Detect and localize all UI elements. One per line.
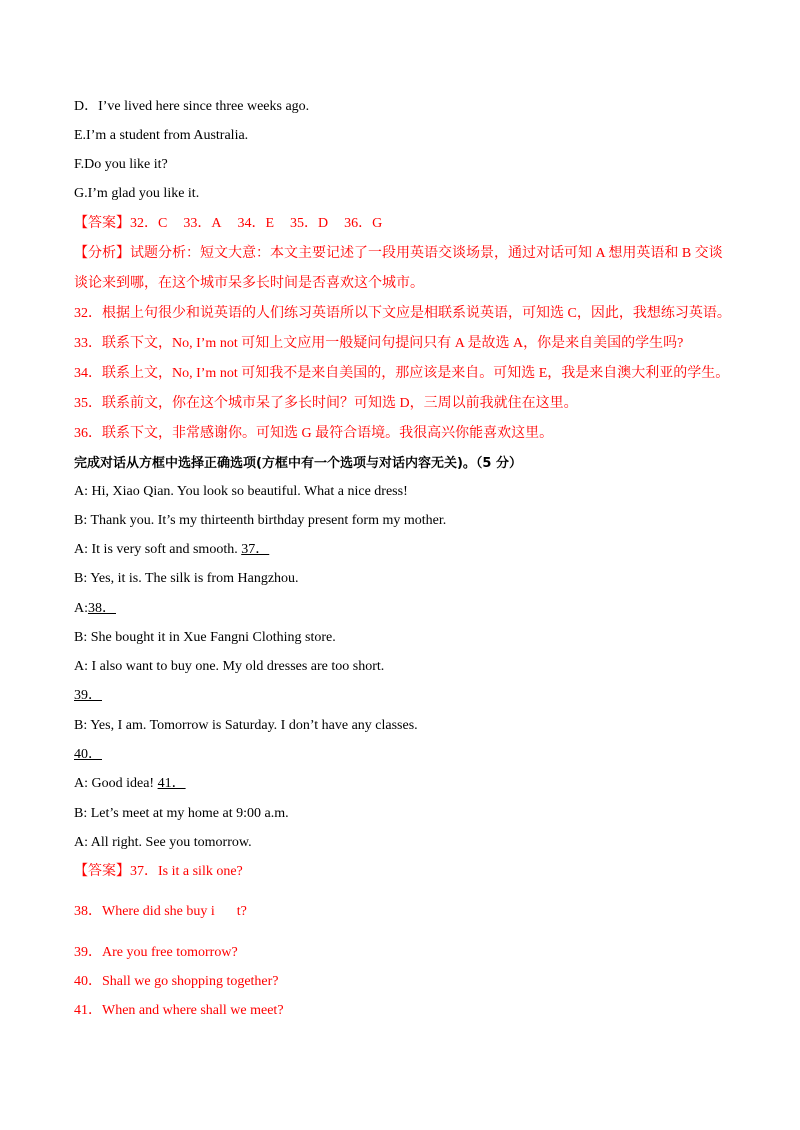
answer-label: 【答案】: [74, 216, 130, 231]
answer-38-line: [74, 902, 247, 922]
explanation-32: 32．根据上句很少和说英语的人们练习英语所以下文应是相联系说英语，可知选 C，因此，我想练习英语。: [74, 306, 731, 321]
analysis-text-1: 试题分析：短文大意：本文主要记述了一段用英语交谈场景，通过对话可知 A 想用英语和 B 交谈: [130, 246, 723, 261]
section-heading: 完成对话从方框中选择正确选项(方框中有一个选项与对话内容无关)。（5 分）: [74, 456, 522, 471]
answer-33: 33．A: [183, 216, 222, 231]
answer-37-line: [74, 862, 243, 882]
analysis-line-2: 谈论来到哪，在这个城市呆多长时间是否喜欢这个城市。: [74, 276, 424, 291]
dialogue-text-5: A:: [74, 601, 88, 616]
dialogue-line-12: B: Let’s meet at my home at 9:00 a.m.: [74, 806, 289, 821]
answer-37: 37．Is it a silk one?: [130, 864, 243, 879]
blank-40: 40．: [74, 747, 102, 762]
dialogue-text-11: A: Good idea!: [74, 776, 158, 791]
dialogue-line-11: [74, 774, 186, 794]
dialogue-line-3: [74, 540, 269, 560]
answer-34: 34．E: [237, 216, 275, 231]
answer-label-2: 【答案】: [74, 864, 130, 879]
answer-line-1: [74, 214, 382, 234]
answer-35: 35．D: [290, 216, 329, 231]
answer-39: 39．Are you free tomorrow?: [74, 945, 238, 960]
dialogue-line-9: B: Yes, I am. Tomorrow is Saturday. I don’t have any classes.: [74, 718, 418, 733]
dialogue-line-5: [74, 599, 116, 619]
explanation-35: 35．联系前文，你在这个城市呆了多长时间？可知选 D，三周以前我就住在这里。: [74, 396, 578, 411]
explanation-36: 36．联系下文，非常感谢你。可知选 G 最符合语境。我很高兴你能喜欢这里。: [74, 426, 554, 441]
dialogue-line-13: A: All right. See you tomorrow.: [74, 835, 252, 850]
dialogue-line-8: [74, 686, 102, 706]
blank-37: 37．: [241, 542, 270, 557]
dialogue-line-6: B: She bought it in Xue Fangni Clothing store.: [74, 630, 336, 645]
option-e: E.I’m a student from Australia.: [74, 128, 249, 143]
answer-38-part2: t?: [236, 904, 247, 919]
dialogue-text-3: A: It is very soft and smooth.: [74, 542, 242, 557]
explanation-33: 33．联系下文，No, I’m not 可知上文应用一般疑问句提问只有 A 是故选 A，你是来自美国的学生吗?: [74, 336, 684, 351]
blank-41: 41．: [157, 776, 186, 791]
analysis-line-1: [74, 244, 723, 264]
dialogue-line-1: A: Hi, Xiao Qian. You look so beautiful. What a nice dress!: [74, 484, 408, 499]
blank-38: 38．: [88, 601, 116, 616]
blank-39: 39．: [74, 688, 102, 703]
option-f: F.Do you like it?: [74, 157, 168, 172]
answer-32: 32．C: [130, 216, 168, 231]
dialogue-line-4: B: Yes, it is. The silk is from Hangzhou.: [74, 571, 299, 586]
analysis-label: 【分析】: [74, 246, 130, 261]
answer-41: 41．When and where shall we meet?: [74, 1003, 284, 1018]
answer-36: 36．G: [344, 216, 383, 231]
option-d: D．I’ve lived here since three weeks ago.: [74, 99, 310, 114]
answer-38-part1: 38．Where did she buy i: [74, 904, 215, 919]
answer-40: 40．Shall we go shopping together?: [74, 974, 279, 989]
dialogue-line-10: [74, 745, 102, 765]
dialogue-line-2: B: Thank you. It’s my thirteenth birthday present form my mother.: [74, 513, 447, 528]
explanation-34: 34．联系上文，No, I’m not 可知我不是来自美国的，那应该是来自。可知选 E，我是来自澳大利亚的学生。: [74, 366, 730, 381]
option-g: G.I’m glad you like it.: [74, 186, 200, 201]
dialogue-line-7: A: I also want to buy one. My old dresses are too short.: [74, 659, 385, 674]
